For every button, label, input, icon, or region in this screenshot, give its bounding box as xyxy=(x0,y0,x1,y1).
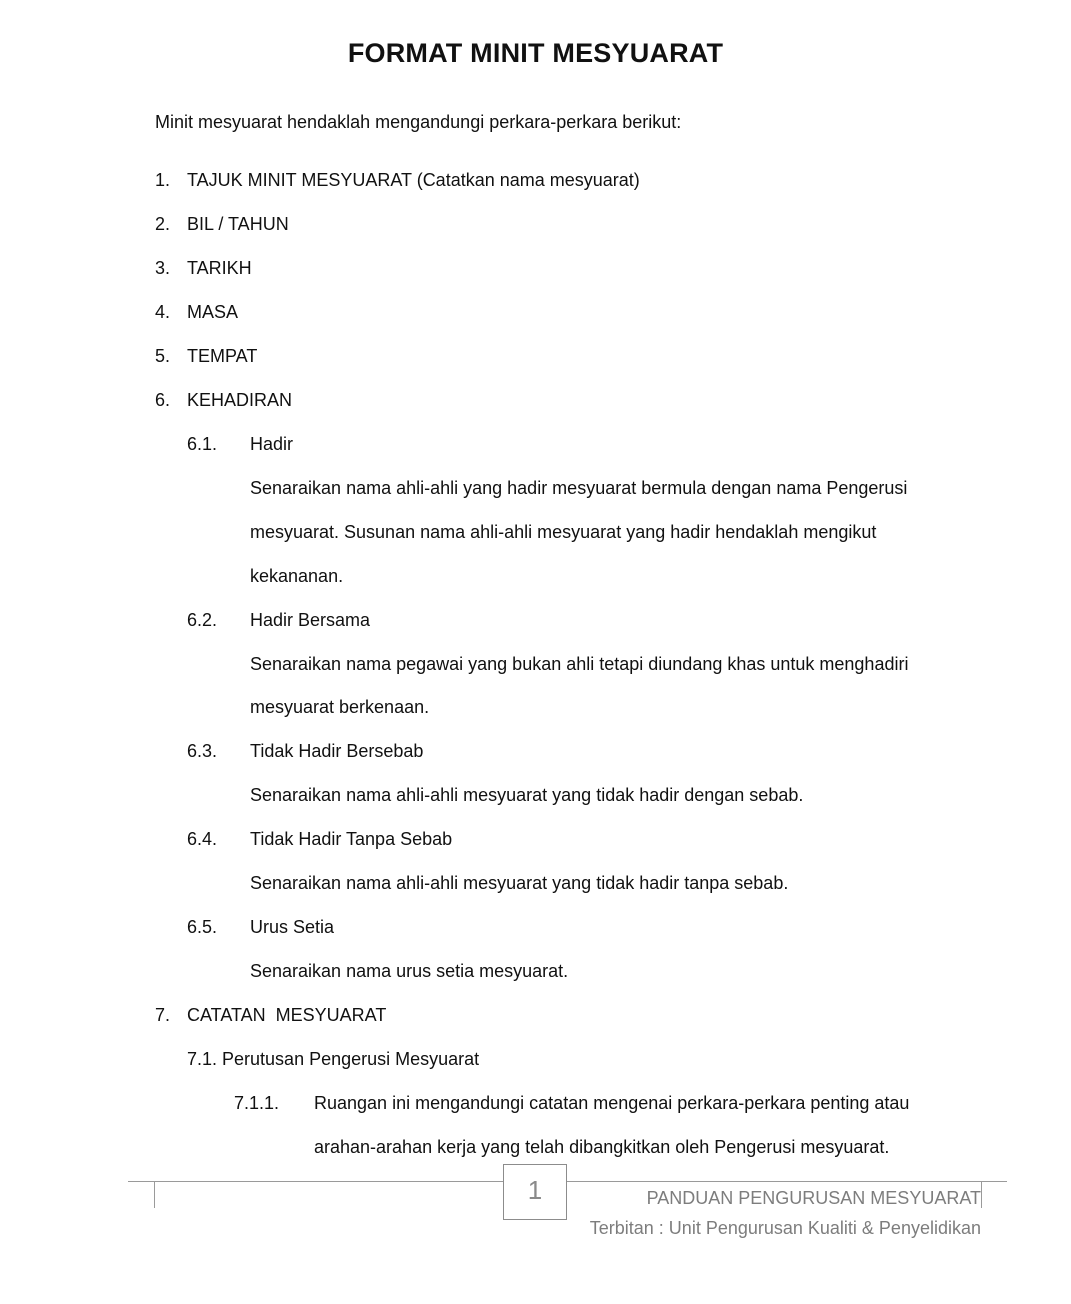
subsection-heading: Urus Setia xyxy=(250,917,335,937)
subsection-heading: Tidak Hadir Tanpa Sebab xyxy=(250,829,453,849)
subsection-number: 6.3. xyxy=(187,741,218,761)
footer-doc-title: PANDUAN PENGURUSAN MESYUARAT xyxy=(646,1188,981,1208)
list-item-number: 1. xyxy=(155,170,171,190)
subsection-body-line: Senaraikan nama ahli-ahli mesyuarat yang tidak hadir dengan sebab. xyxy=(250,785,804,805)
list-item-label: TEMPAT xyxy=(187,346,258,366)
list-item-label: CATATAN MESYUARAT xyxy=(187,1005,387,1025)
subsection-number: 6.5. xyxy=(187,917,218,937)
footer-divider xyxy=(128,1181,1007,1182)
list-item-label: BIL / TAHUN xyxy=(187,214,289,234)
subsection-body-line: Ruangan ini mengandungi catatan mengenai perkara-perkara penting atau xyxy=(314,1093,910,1113)
subsection-body-line: mesyuarat berkenaan. xyxy=(250,697,430,717)
page-number-box xyxy=(503,1164,567,1220)
list-item-label: TARIKH xyxy=(187,258,252,278)
subsection-heading: 7.1. Perutusan Pengerusi Mesyuarat xyxy=(187,1049,480,1069)
subsection-number: 6.2. xyxy=(187,610,218,630)
list-item-number: 6. xyxy=(155,390,171,410)
intro-text: Minit mesyuarat hendaklah mengandungi perkara-perkara berikut: xyxy=(155,112,682,132)
subsection-body-line: Senaraikan nama pegawai yang bukan ahli tetapi diundang khas untuk menghadiri xyxy=(250,654,909,674)
list-item-number: 2. xyxy=(155,214,171,234)
subsection-body-line: kekananan. xyxy=(250,566,344,586)
footer-publisher: Terbitan : Unit Pengurusan Kualiti & Penyelidikan xyxy=(589,1218,981,1238)
list-item-number: 7. xyxy=(155,1005,171,1025)
subsection-heading: Hadir xyxy=(250,434,294,454)
subsection-number: 6.1. xyxy=(187,434,218,454)
sub-subsection-number: 7.1.1. xyxy=(234,1093,280,1113)
subsection-body-line: arahan-arahan kerja yang telah dibangkitkan oleh Pengerusi mesyuarat. xyxy=(314,1137,890,1157)
footer-right-tick xyxy=(981,1181,982,1208)
page-number: 1 xyxy=(527,1175,543,1205)
list-item-label: TAJUK MINIT MESYUARAT (Catatkan nama mesyuarat) xyxy=(187,170,640,190)
subsection-number: 6.4. xyxy=(187,829,218,849)
page-title: FORMAT MINIT MESYUARAT xyxy=(347,38,724,68)
list-item-label: KEHADIRAN xyxy=(187,390,293,410)
subsection-heading: Tidak Hadir Bersebab xyxy=(250,741,424,761)
subsection-body-line: Senaraikan nama ahli-ahli mesyuarat yang tidak hadir tanpa sebab. xyxy=(250,873,789,893)
subsection-body-line: Senaraikan nama ahli-ahli yang hadir mesyuarat bermula dengan nama Pengerusi xyxy=(250,478,908,498)
list-item-number: 4. xyxy=(155,302,171,322)
subsection-heading: Hadir Bersama xyxy=(250,610,371,630)
list-item-number: 3. xyxy=(155,258,171,278)
subsection-body-line: Senaraikan nama urus setia mesyuarat. xyxy=(250,961,569,981)
list-item-label: MASA xyxy=(187,302,239,322)
subsection-body-line: mesyuarat. Susunan nama ahli-ahli mesyuarat yang hadir hendaklah mengikut xyxy=(250,522,877,542)
footer-left-tick xyxy=(154,1181,155,1208)
list-item-number: 5. xyxy=(155,346,171,366)
